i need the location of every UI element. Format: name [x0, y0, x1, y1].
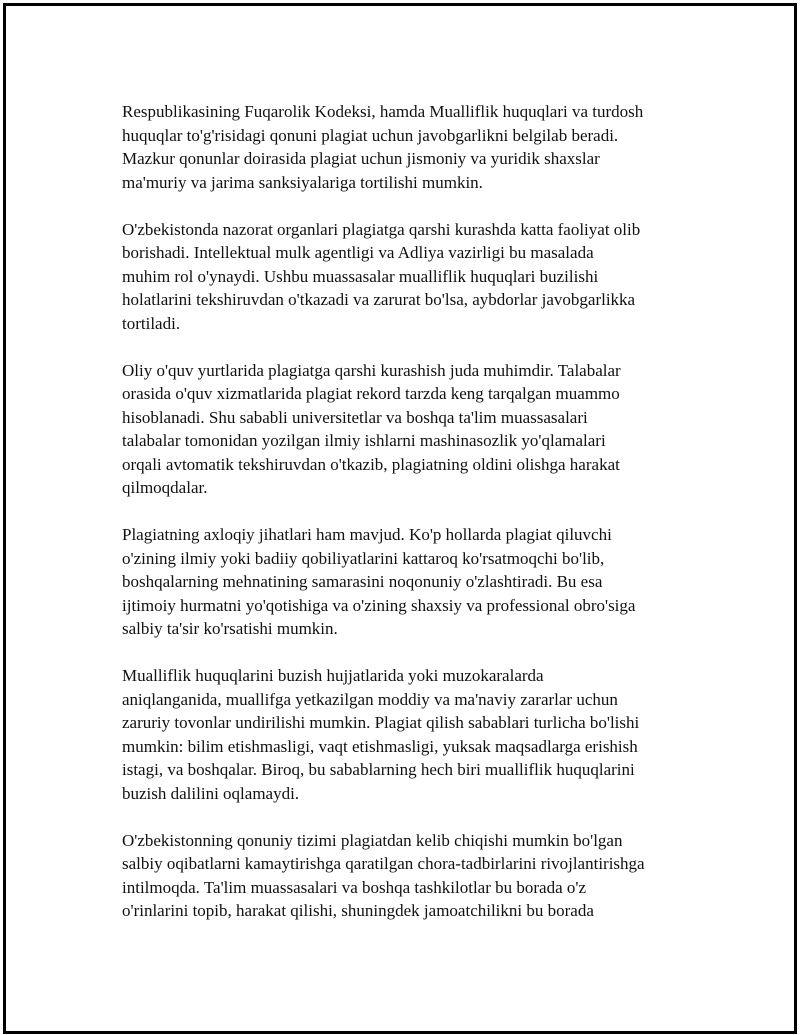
text-line: O'zbekistonning qonuniy tizimi plagiatdan kelib chiqishi mumkin bo'lgan — [122, 830, 623, 850]
text-line: aniqlanganida, muallifga yetkazilgan moddiy va ma'naviy zararlar uchun — [122, 689, 618, 709]
page-frame — [3, 3, 797, 1034]
paragraph-ethics — [122, 523, 706, 641]
text-line: Mazkur qonunlar doirasida plagiat uchun jismoniy va yuridik shaxslar — [122, 149, 600, 168]
text-line: Respublikasining Fuqarolik Kodeksi, hamda Mualliflik huquqlari va turdosh — [122, 102, 644, 121]
paragraph-compensation — [122, 664, 706, 805]
text-line: Mualliflik huquqlarini buzish hujjatlarida yoki muzokaralarda — [122, 666, 544, 685]
text-line: salbiy oqibatlarni kamaytirishga qaratilgan chora-tadbirlarini rivojlantirishga — [122, 854, 645, 873]
text-line: boshqalarning mehnatining samarasini noqonuniy o'zlashtiradi. Bu esa — [122, 572, 603, 591]
text-line: qilmoqdalar. — [122, 478, 208, 497]
text-line: orqali avtomatik tekshiruvdan o'tkazib, plagiatning oldini olishga harakat — [122, 454, 620, 474]
text-line: hisoblanadi. Shu sababli universitetlar va boshqa ta'lim muassasalari — [122, 407, 588, 427]
paragraph-control-bodies — [122, 218, 706, 336]
text-line: Oliy o'quv yurtlarida plagiatga qarshi kurashish juda muhimdir. Talabalar — [122, 360, 621, 380]
text-line: O'zbekistonda nazorat organlari plagiatga qarshi kurashda katta faoliyat olib — [122, 219, 641, 239]
text-line: salbiy ta'sir ko'rsatishi mumkin. — [122, 619, 338, 638]
text-line: orasida o'quv xizmatlarida plagiat rekord tarzda keng tarqalgan muammo — [122, 384, 620, 403]
text-line: holatlarini tekshiruvdan o'tkazadi va zarurat bo'lsa, aybdorlar javobgarlikka — [122, 290, 636, 309]
text-line: intilmoqda. Ta'lim muassasalari va boshqa tashkilotlar bu borada o'z — [122, 877, 586, 897]
text-line: muhim rol o'ynaydi. Ushbu muassasalar mualliflik huquqlari buzilishi — [122, 266, 599, 286]
paragraph-legal-liability — [122, 100, 706, 194]
paragraph-higher-education — [122, 359, 706, 500]
text-line: ma'muriy va jarima sanksiyalariga tortilishi mumkin. — [122, 172, 483, 192]
text-line: o'zining ilmiy yoki badiiy qobiliyatlarini kattaroq ko'rsatmoqchi bo'lib, — [122, 548, 605, 568]
text-line: ijtimoiy hurmatni yo'qotishiga va o'zining shaxsiy va professional obro'siga — [122, 595, 636, 615]
document-body — [122, 100, 706, 946]
text-line: talabalar tomonidan yozilgan ilmiy ishlarni mashinasozlik yo'qlamalari — [122, 431, 606, 450]
text-line: buzish dalilini oqlamaydi. — [122, 783, 300, 803]
text-line: huquqlar to'g'risidagi qonuni plagiat uchun javobgarlikni belgilab beradi. — [122, 125, 619, 145]
text-line: zaruriy tovonlar undirilishi mumkin. Plagiat qilish sabablari turlicha bo'lishi — [122, 713, 640, 732]
text-line: istagi, va boshqalar. Biroq, bu sabablarning hech biri mualliflik huquqlarini — [122, 760, 635, 779]
text-line: borishadi. Intellektual mulk agentligi va Adliya vazirligi bu masalada — [122, 243, 594, 262]
text-line: mumkin: bilim etishmasligi, vaqt etishmasligi, yuksak maqsadlarga erishish — [122, 736, 638, 756]
text-line: o'rinlarini topib, harakat qilishi, shuningdek jamoatchilikni bu borada — [122, 901, 594, 920]
text-line: Plagiatning axloqiy jihatlari ham mavjud. Ko'p hollarda plagiat qiluvchi — [122, 525, 612, 544]
text-line: tortiladi. — [122, 313, 181, 333]
paragraph-legal-system — [122, 829, 706, 923]
